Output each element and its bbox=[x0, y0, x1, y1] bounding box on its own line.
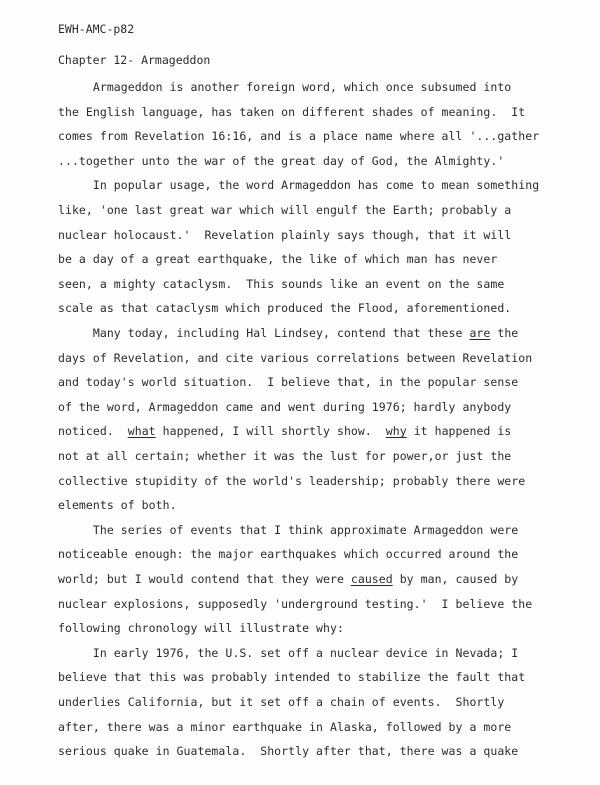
text-segment: and today's world situation. I believe that, in the popular sense bbox=[58, 375, 519, 390]
text-segment: nuclear explosions, supposedly 'underground testing.' I believe the bbox=[58, 596, 533, 611]
text-line bbox=[58, 547, 586, 561]
text-segment: days of Revelation, and cite various correlations between Revelation bbox=[58, 350, 533, 365]
text-segment: the English language, has taken on different shades of meaning. It bbox=[58, 104, 526, 119]
text-line bbox=[58, 351, 586, 365]
text-segment: Armageddon is another foreign word, which once subsumed into bbox=[58, 80, 512, 94]
underlined-word: what bbox=[127, 424, 156, 439]
text-segment: Many today, including Hal Lindsey, contend that these bbox=[58, 326, 470, 340]
text-segment: noticeable enough: the major earthquakes which occurred around the bbox=[58, 547, 519, 562]
text-line bbox=[58, 80, 586, 94]
text-line bbox=[58, 621, 586, 635]
text-segment: be a day of a great earthquake, the like of which man has never bbox=[58, 252, 498, 267]
text-line bbox=[58, 670, 586, 684]
text-line bbox=[58, 154, 586, 168]
text-line bbox=[58, 326, 586, 340]
text-segment: after, there was a minor earthquake in Alaska, followed by a more bbox=[58, 719, 512, 734]
text-segment: it happened is bbox=[406, 424, 512, 439]
text-segment: comes from Revelation 16:16, and is a place name where all '...gather bbox=[58, 129, 540, 144]
underlined-word: why bbox=[385, 424, 407, 439]
text-line bbox=[58, 523, 586, 537]
text-segment: serious quake in Guatemala. Shortly after that, there was a quake bbox=[58, 744, 519, 759]
text-segment: collective stupidity of the world's leadership; probably there were bbox=[58, 473, 526, 488]
text-segment: The series of events that I think approximate Armageddon were bbox=[58, 522, 519, 537]
underlined-word: caused bbox=[350, 572, 393, 586]
text-line bbox=[58, 572, 586, 586]
text-line bbox=[58, 744, 586, 758]
text-line bbox=[58, 277, 586, 291]
text-segment: elements of both. bbox=[58, 498, 177, 513]
text-segment: not at all certain; whether it was the lust for power,or just the bbox=[58, 449, 512, 463]
text-segment: of the word, Armageddon came and went during 1976; hardly anybody bbox=[58, 399, 512, 414]
text-line bbox=[58, 105, 586, 119]
text-line bbox=[58, 400, 586, 414]
text-line bbox=[58, 301, 586, 315]
text-line bbox=[58, 449, 586, 463]
text-line bbox=[58, 424, 586, 438]
text-segment: like, 'one last great war which will engulf the Earth; probably a bbox=[58, 203, 512, 217]
text-line bbox=[58, 695, 586, 709]
text-segment: underlies California, but it set off a chain of events. Shortly bbox=[58, 695, 505, 709]
text-segment: In popular usage, the word Armageddon has come to mean something bbox=[58, 178, 540, 193]
underlined-word: are bbox=[469, 326, 491, 340]
text-segment: the bbox=[490, 326, 519, 340]
text-segment: In early 1976, the U.S. set off a nuclear device in Nevada; I bbox=[58, 645, 519, 660]
text-segment: believe that this was probably intended to stabilize the fault that bbox=[58, 670, 526, 685]
text-line bbox=[58, 203, 586, 217]
text-line bbox=[58, 375, 586, 389]
text-line bbox=[58, 474, 586, 488]
document-id: EWH-AMC-p82 bbox=[58, 22, 135, 36]
text-line bbox=[58, 228, 586, 242]
text-line bbox=[58, 597, 586, 611]
text-line bbox=[58, 129, 586, 143]
chapter-title: Chapter 12- Armageddon bbox=[58, 53, 211, 67]
text-segment: ...together unto the war of the great day of God, the Almighty.' bbox=[58, 153, 505, 168]
text-line bbox=[58, 252, 586, 266]
text-line bbox=[58, 178, 586, 192]
text-segment: world; but I would contend that they were bbox=[58, 572, 351, 586]
text-segment: by man, caused by bbox=[392, 572, 519, 586]
text-segment: noticed. bbox=[58, 424, 128, 439]
text-segment: nuclear holocaust.' Revelation plainly says though, that it will bbox=[58, 227, 512, 242]
text-line bbox=[58, 646, 586, 660]
text-segment: following chronology will illustrate why: bbox=[58, 621, 344, 636]
text-segment: happened, I will shortly show. bbox=[155, 424, 386, 439]
text-line bbox=[58, 720, 586, 734]
text-segment: scale as that cataclysm which produced the Flood, aforementioned. bbox=[58, 301, 512, 316]
text-line bbox=[58, 498, 586, 512]
text-segment: seen, a mighty cataclysm. This sounds like an event on the same bbox=[58, 276, 505, 291]
